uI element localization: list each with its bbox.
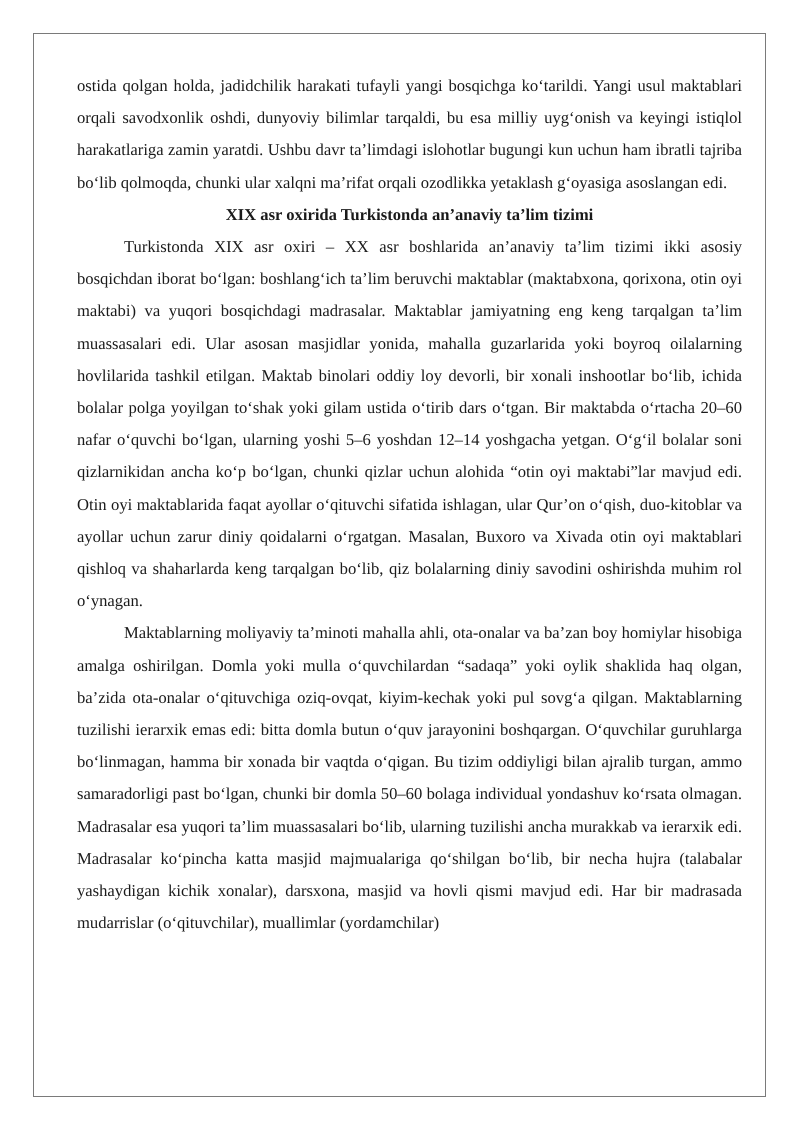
document-body xyxy=(77,70,742,939)
section-heading: XIX asr oxirida Turkistonda an’anaviy ta’lim tizimi xyxy=(225,204,594,224)
paragraph-traditional-education: Turkistonda XIX asr oxiri – XX asr boshlarida an’anaviy ta’lim tizimi ikki asosiy bosqichdan iborat bo‘lgan: boshlang‘ich ta’lim beruvchi maktablar (maktabxona, qorixona, otin oyi maktabi) va yuqori bosqichdagi madrasalar. Maktablar jamiyatning eng keng tarqalgan ta’lim muassasalari edi. Ular asosan masjidlar yonida, mahalla guzarlarida yoki boyroq oilalarning hovlilarida tashkil etilgan. Maktab binolari oddiy loy devorli, bir xonali inshootlar bo‘lib, ichida bolalar polga yoyilgan to‘shak yoki gilam ustida o‘tirib dars o‘tgan. Bir maktabda o‘rtacha 20–60 nafar o‘quvchi bo‘lgan, ularning yoshi 5–6 yoshdan 12–14 yoshgacha yetgan. O‘g‘il bolalar soni qizlarnikidan ancha ko‘p bo‘lgan, chunki qizlar uchun alohida “otin oyi maktabi”lar mavjud edi. Otin oyi maktablarida faqat ayollar o‘qituvchi sifatida ishlagan, ular Qur’on o‘qish, duo-kitoblar va ayollar uchun zarur diniy qoidalarni o‘rgatgan. Masalan, Buxoro va Xivada otin oyi maktablari qishloq va shaharlarda keng tarqalgan bo‘lib, qiz bolalarning diniy savodini oshirishda muhim rol o‘ynagan. xyxy=(77,237,742,611)
paragraph-continuation: ostida qolgan holda, jadidchilik harakati tufayli yangi bosqichga ko‘tarildi. Yangi usul maktablari orqali savodxonlik oshdi, dunyoviy bilimlar tarqaldi, bu esa milliy uyg‘onish va keyingi istiqlol harakatlariga zamin yaratdi. Ushbu davr ta’limdagi islohotlar bugungi kun uchun ham ibratli tajriba bo‘lib qolmoqda, chunki ular xalqni ma’rifat orqali ozodlikka yetaklash g‘oyasiga asoslangan edi. xyxy=(77,76,742,192)
paragraph-financing: Maktablarning moliyaviy ta’minoti mahalla ahli, ota-onalar va ba’zan boy homiylar hisobiga amalga oshirilgan. Domla yoki mulla o‘quvchilardan “sadaqa” yoki oylik shaklida haq olgan, ba’zida ota-onalar o‘qituvchiga oziq-ovqat, kiyim-kechak yoki pul sovg‘a qilgan. Maktablarning tuzilishi ierarxik emas edi: bitta domla butun o‘quv jarayonini boshqargan. O‘quvchilar guruhlarga bo‘linmagan, hamma bir xonada bir vaqtda o‘qigan. Bu tizim oddiyligi bilan ajralib turgan, ammo samaradorligi past bo‘lgan, chunki bir domla 50–60 bolaga individual yondashuv ko‘rsata olmagan. Madrasalar esa yuqori ta’lim muassasalari bo‘lib, ularning tuzilishi ancha murakkab va ierarxik edi. Madrasalar ko‘pincha katta masjid majmualariga qo‘shilgan bo‘lib, bir necha hujra (talabalar yashaydigan kichik xonalar), darsxona, masjid va hovli qismi mavjud edi. Har bir madrasada mudarrislar (o‘qituvchilar), muallimlar (yordamchilar) xyxy=(77,623,742,933)
